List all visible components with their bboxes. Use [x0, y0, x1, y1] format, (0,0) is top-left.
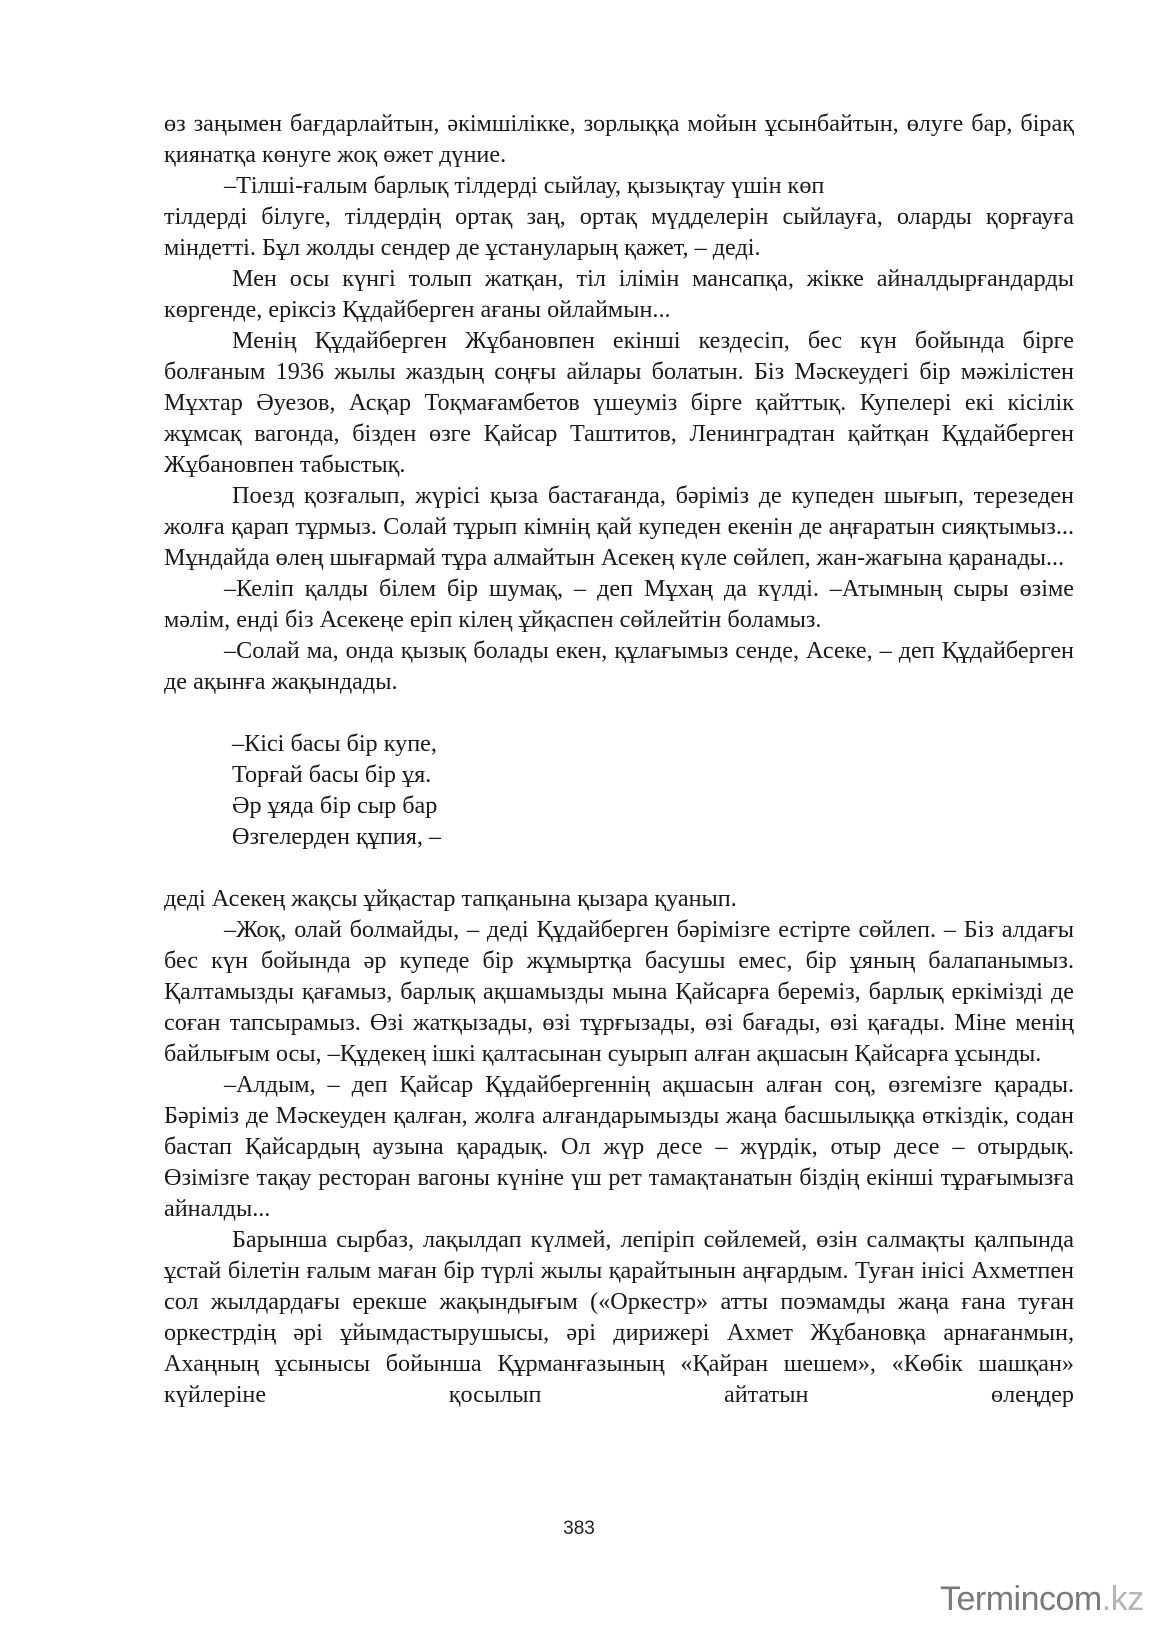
paragraph-5: Менің Құдайберген Жұбановпен екінші кездесіп, бес күн бойында бірге болғаным 1936 жылы жаздың соңғы айлары болатын. Біз Мәскеудегі бір мәжілістен Мұхтар Әуезов, Асқар Тоқмағамбетов үшеуміз бірге қайттық. Купелері екі кісілік жұмсақ вагонда, бізден өзге Қайсар Таштитов, Ленинградтан қайтқан Құдайберген Жұбановпен табыстық. — [164, 327, 1075, 478]
paragraph-4: Мен осы күнгі толып жатқан, тіл ілімін мансапқа, жікке айналдырғандарды көргенде, еріксіз Құдайберген ағаны ойлаймын... — [164, 265, 1075, 323]
paragraph-7: –Келіп қалды білем бір шумақ, – деп Мұхаң да күлді. –Атымның сыры өзіме мәлім, енді біз Асекеңе еріп кілең ұйқаспен сөйлейтін боламыз. — [164, 575, 1074, 633]
paragraph-9: деді Асекең жақсы ұйқастар тапқанына қызара қуанып. — [164, 885, 737, 912]
poem-line: Өзгелерден құпия, – — [232, 823, 442, 850]
paragraph-2: –Тілші-ғалым барлық тілдерді сыйлау, қызықтау үшін көп — [224, 172, 825, 199]
paragraph-1: өз заңымен бағдарлайтын, әкімшілікке, зорлыққа мойын ұсынбайтын, өлуге бар, бірақ қиянатқа көнуге жоқ өжет дүние. — [164, 110, 1075, 168]
watermark-domain: .kz — [1101, 1580, 1144, 1618]
page-number: 383 — [563, 1518, 595, 1539]
watermark-logo — [940, 1580, 1144, 1620]
poem-line: Торғай басы бір ұя. — [232, 761, 432, 788]
poem-line: Әр ұяда бір сыр бар — [232, 792, 438, 819]
paragraph-10: –Жоқ, олай болмайды, – деді Құдайберген бәрімізге естірте сөйлеп. – Біз алдағы бес күн бойында әр купеде бір жұмыртқа басушы емес, бір ұяның балапанымыз. Қалтамызды қағамыз, барлық ақшамызды мына Қайсарға береміз, барлық еркімізді де соған тапсырамыз. Өзі жатқызады, өзі тұрғызады, өзі бағады, өзі қағады. Міне менің байлығым осы, –Құдекең ішкі қалтасынан суырып алған ақшасын Қайсарға ұсынды. — [164, 916, 1075, 1067]
watermark-text: Termincom — [940, 1580, 1102, 1618]
poem-stanza — [232, 728, 1074, 852]
page-body — [164, 108, 1074, 1410]
paragraph-12: Барынша сырбаз, лақылдап күлмей, лепіріп сөйлемей, өзін салмақты қалпында ұстай білетін ғалым маған бір түрлі жылы қарайтынын аңғардым. Туған інісі Ахметпен сол жылдардағы ерекше жақындығым («Оркестр» атты поэмамды жаңа ғана туған оркестрдің әрі ұйымдастырушысы, әрі дирижері Ахмет Жұбановқа арнағанмын, Ахаңның ұсынысы бойынша Құрманғазының «Қайран шешем», «Көбік шашқан» күйлеріне қосылып айтатын өлеңдер — [164, 1226, 1075, 1408]
paragraph-6: Поезд қозғалып, жүрісі қыза бастағанда, бәріміз де купеден шығып, терезеден жолға қарап тұрмыз. Солай тұрып кімнің қай купеден екенін де аңғаратын сияқтымыз... Мұндайда өлең шығармай тұра алмайтын Асекең күле сөйлеп, жан-жағына қаранады... — [164, 482, 1075, 571]
poem-line: –Кісі басы бір купе, — [232, 730, 437, 757]
paragraph-8: –Солай ма, онда қызық болады екен, құлағымыз сенде, Асеке, – деп Құдайберген де ақынға жақындады. — [164, 637, 1074, 695]
paragraph-11: –Алдым, – деп Қайсар Құдайбергеннің ақшасын алған соң, өзгемізге қарады. Бәріміз де Мәскеуден қалған, жолға алғандарымызды жаңа басшылыққа өткіздік, содан бастап Қайсардың аузына қарадық. Ол жүр десе – жүрдік, отыр десе – отырдық. Өзімізге тақау ресторан вагоны күніне үш рет тамақтанатын біздің екінші тұрағымызға айналды... — [164, 1071, 1075, 1222]
paragraph-3: тілдерді білуге, тілдердің ортақ заң, ортақ мүдделерін сыйлауға, оларды қорғауға міндетті. Бұл жолды сендер де ұстануларың қажет, – деді. — [164, 203, 1074, 261]
